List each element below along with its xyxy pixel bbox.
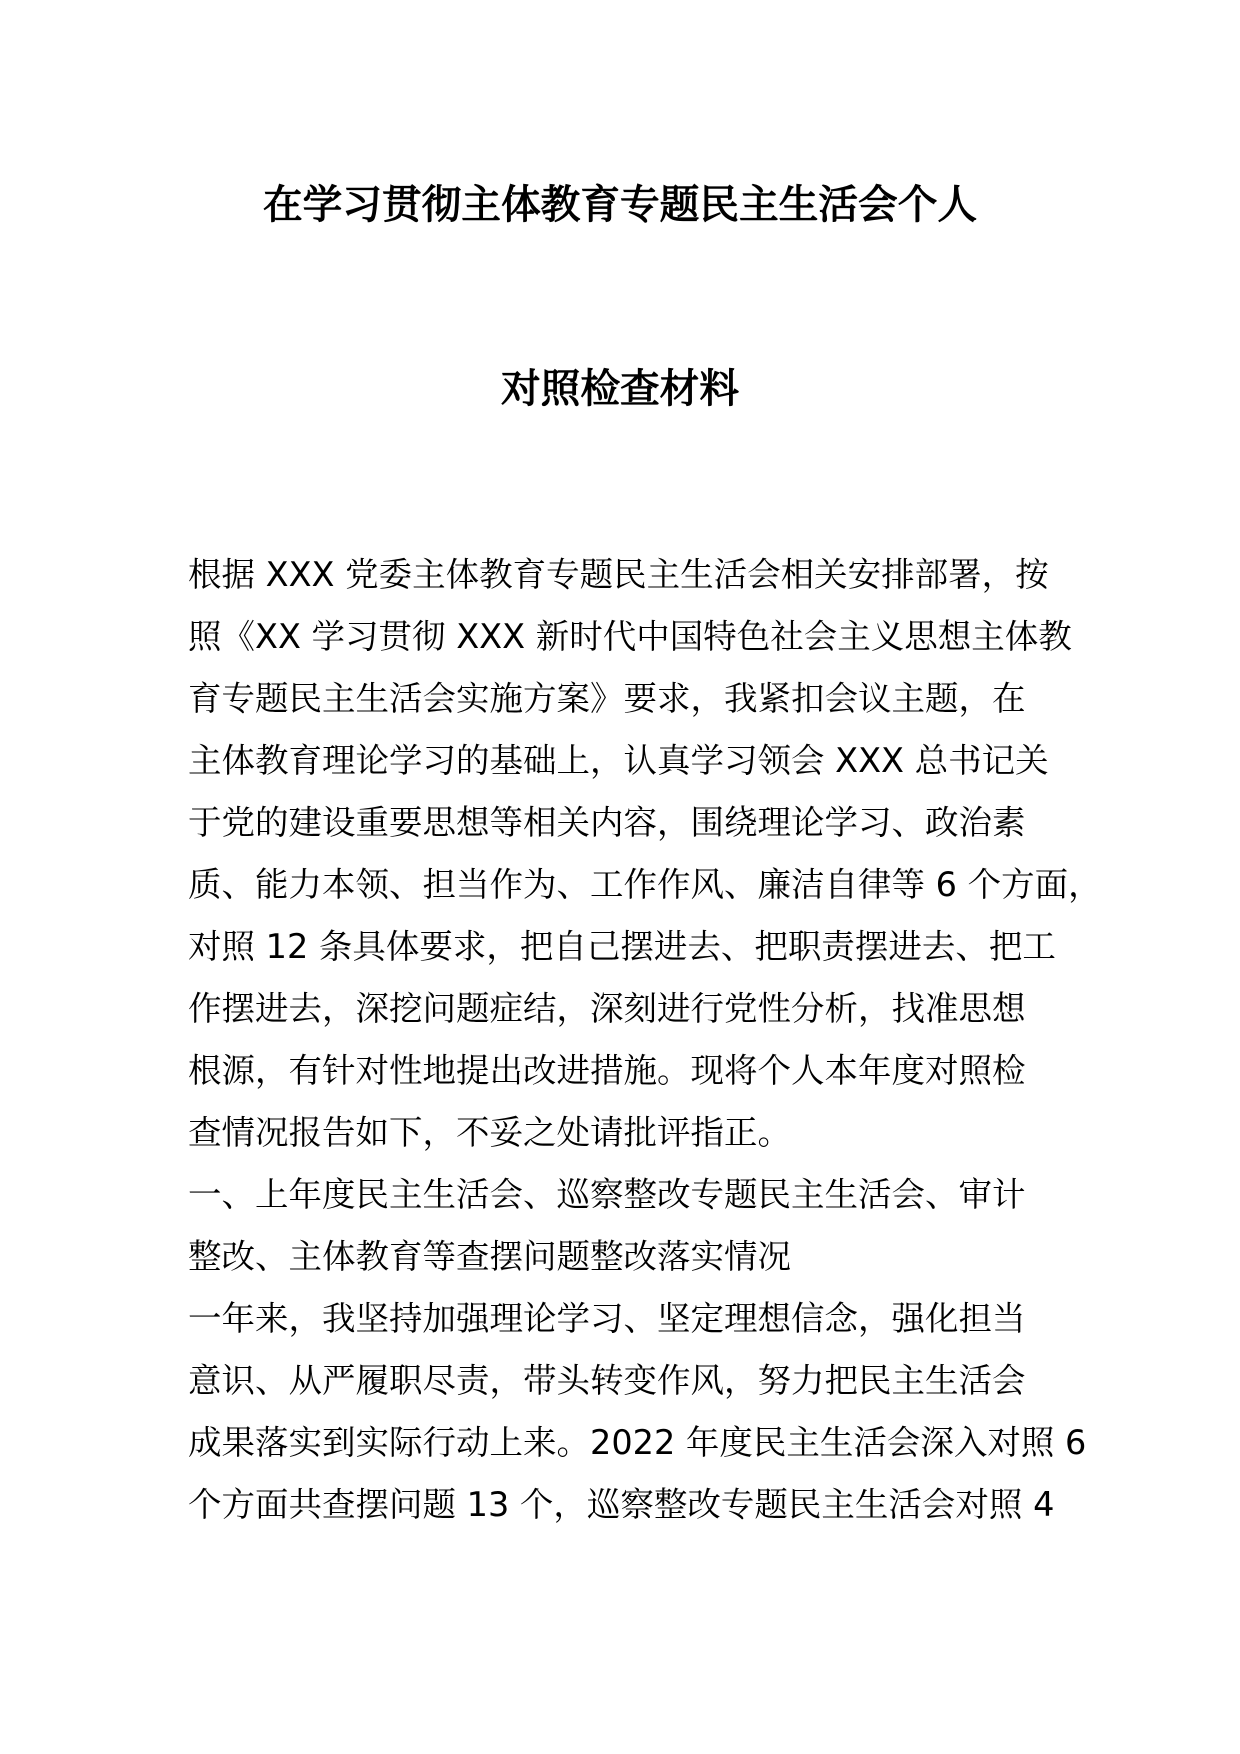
- body-line-2: 照《XX 学习贯彻 XXX 新时代中国特色社会主义思想主体教: [188, 617, 1072, 656]
- body-line-5: 于党的建设重要思想等相关内容，围绕理论学习、政治素: [188, 803, 1026, 842]
- body-line-1: 根据 XXX 党委主体教育专题民主生活会相关安排部署，按: [188, 555, 1049, 594]
- body-line-10: 查情况报告如下，不妥之处请批评指正。: [188, 1113, 791, 1152]
- body-line-6: 质、能力本领、担当作为、工作作风、廉洁自律等 6 个方面，: [188, 865, 1102, 904]
- body-line-13: 一年来，我坚持加强理论学习、坚定理想信念，强化担当: [188, 1299, 1026, 1338]
- body-line-7: 对照 12 条具体要求，把自己摆进去、把职责摆进去、把工: [188, 927, 1056, 966]
- body-line-14: 意识、从严履职尽责，带头转变作风，努力把民主生活会: [188, 1361, 1026, 1400]
- body-line-15: 成果落实到实际行动上来。2022 年度民主生活会深入对照 6: [188, 1423, 1087, 1462]
- body-line-16: 个方面共查摆问题 13 个，巡察整改专题民主生活会对照 4: [188, 1485, 1055, 1524]
- body-line-8: 作摆进去，深挖问题症结，深刻进行党性分析，找准思想: [188, 989, 1026, 1028]
- document-title-line-1: 在学习贯彻主体教育专题民主生活会个人: [262, 182, 978, 228]
- section-heading-line-2: 整改、主体教育等查摆问题整改落实情况: [188, 1237, 791, 1276]
- section-heading-line-1: 一、上年度民主生活会、巡察整改专题民主生活会、审计: [188, 1175, 1026, 1214]
- body-line-3: 育专题民主生活会实施方案》要求，我紧扣会议主题，在: [188, 679, 1026, 718]
- document-title-line-2: 对照检查材料: [500, 366, 740, 412]
- body-line-4: 主体教育理论学习的基础上，认真学习领会 XXX 总书记关: [188, 741, 1049, 780]
- body-line-9: 根源，有针对性地提出改进措施。现将个人本年度对照检: [188, 1051, 1026, 1090]
